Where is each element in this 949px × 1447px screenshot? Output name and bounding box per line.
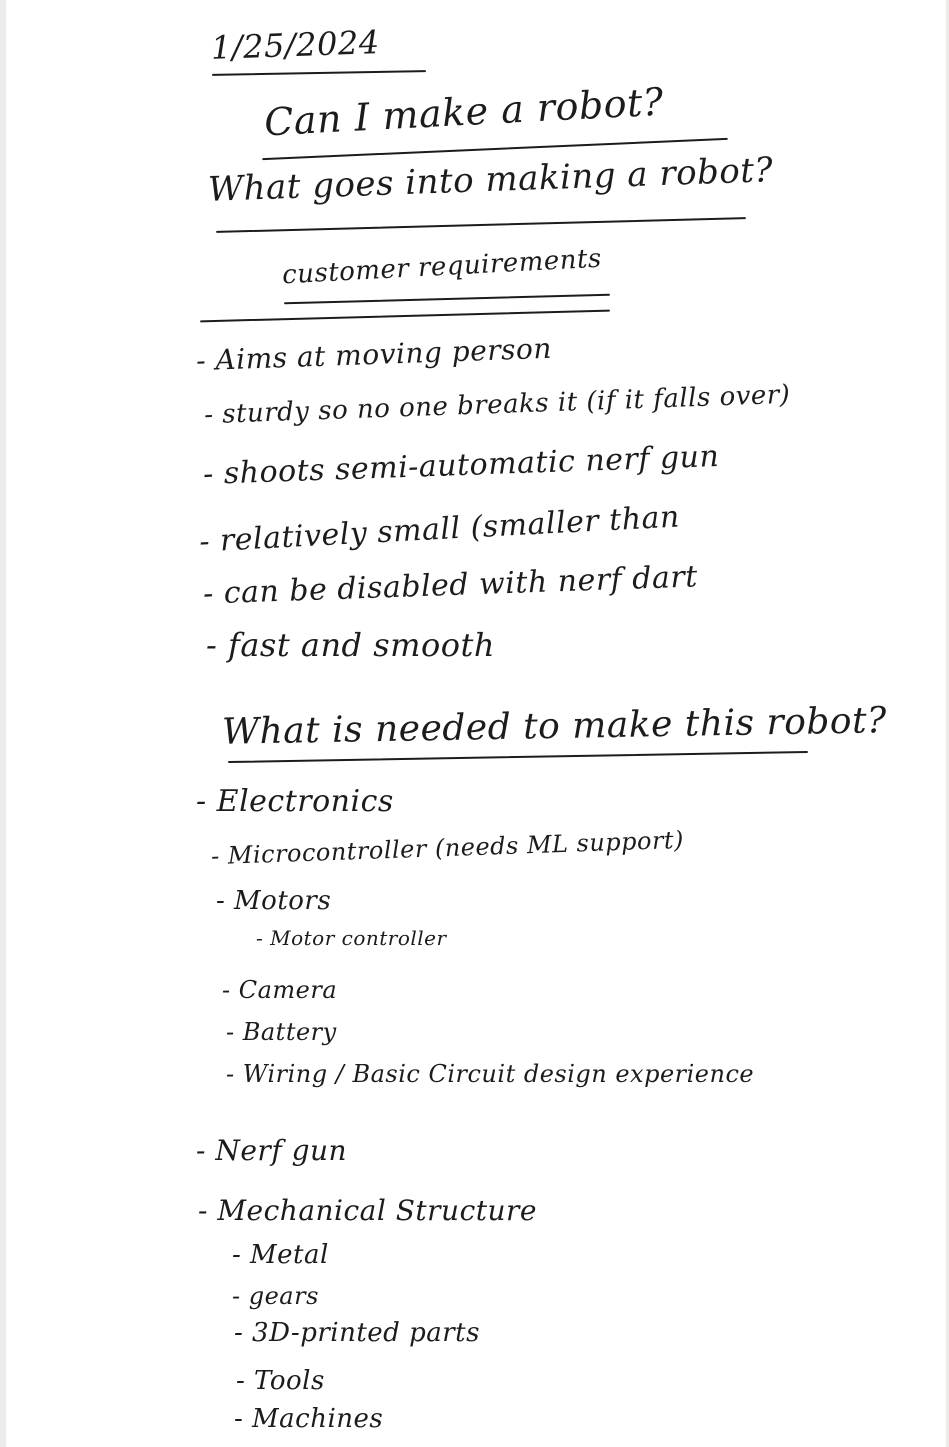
camera-item: - Camera xyxy=(222,976,338,1004)
requirement-item: - shoots semi-automatic nerf gun xyxy=(202,438,720,493)
requirement-item: - fast and smooth xyxy=(206,626,495,664)
requirements-underline xyxy=(284,294,610,305)
needs-underline xyxy=(228,751,808,763)
mechanical-item: - 3D-printed parts xyxy=(234,1318,480,1348)
mechanical-item: - Machines xyxy=(234,1404,384,1434)
notebook-page xyxy=(6,0,946,1447)
requirement-item: - relatively small (smaller than xyxy=(198,499,681,560)
needs-heading: What is needed to make this robot? xyxy=(221,700,888,753)
motors-item: - Motors xyxy=(216,886,332,916)
mechanical-item: - gears xyxy=(232,1282,319,1310)
motor-controller-item: - Motor controller xyxy=(256,926,447,950)
note-date: 1/25/2024 xyxy=(210,23,381,67)
question-heading: What goes into making a robot? xyxy=(207,150,774,210)
requirement-item: - can be disabled with nerf dart xyxy=(202,559,699,612)
nerf-gun-item: - Nerf gun xyxy=(196,1134,348,1167)
requirements-heading: customer requirements xyxy=(281,243,603,291)
requirement-item: - sturdy so no one breaks it (if it falls over) xyxy=(203,379,791,431)
electronics-heading: - Electronics xyxy=(196,784,394,819)
question-underline xyxy=(216,217,746,233)
wiring-item: - Wiring / Basic Circuit design experience xyxy=(226,1060,755,1088)
page-title: Can I make a robot? xyxy=(263,79,665,145)
battery-item: - Battery xyxy=(226,1018,337,1046)
microcontroller-item: - Microcontroller (needs ML support) xyxy=(210,825,685,871)
requirements-underline-long xyxy=(200,310,610,323)
mechanical-heading: - Mechanical Structure xyxy=(198,1194,538,1227)
requirement-item: - Aims at moving person xyxy=(195,331,553,378)
date-underline xyxy=(212,70,426,76)
mechanical-item: - Tools xyxy=(236,1366,325,1396)
mechanical-item: - Metal xyxy=(232,1240,329,1270)
